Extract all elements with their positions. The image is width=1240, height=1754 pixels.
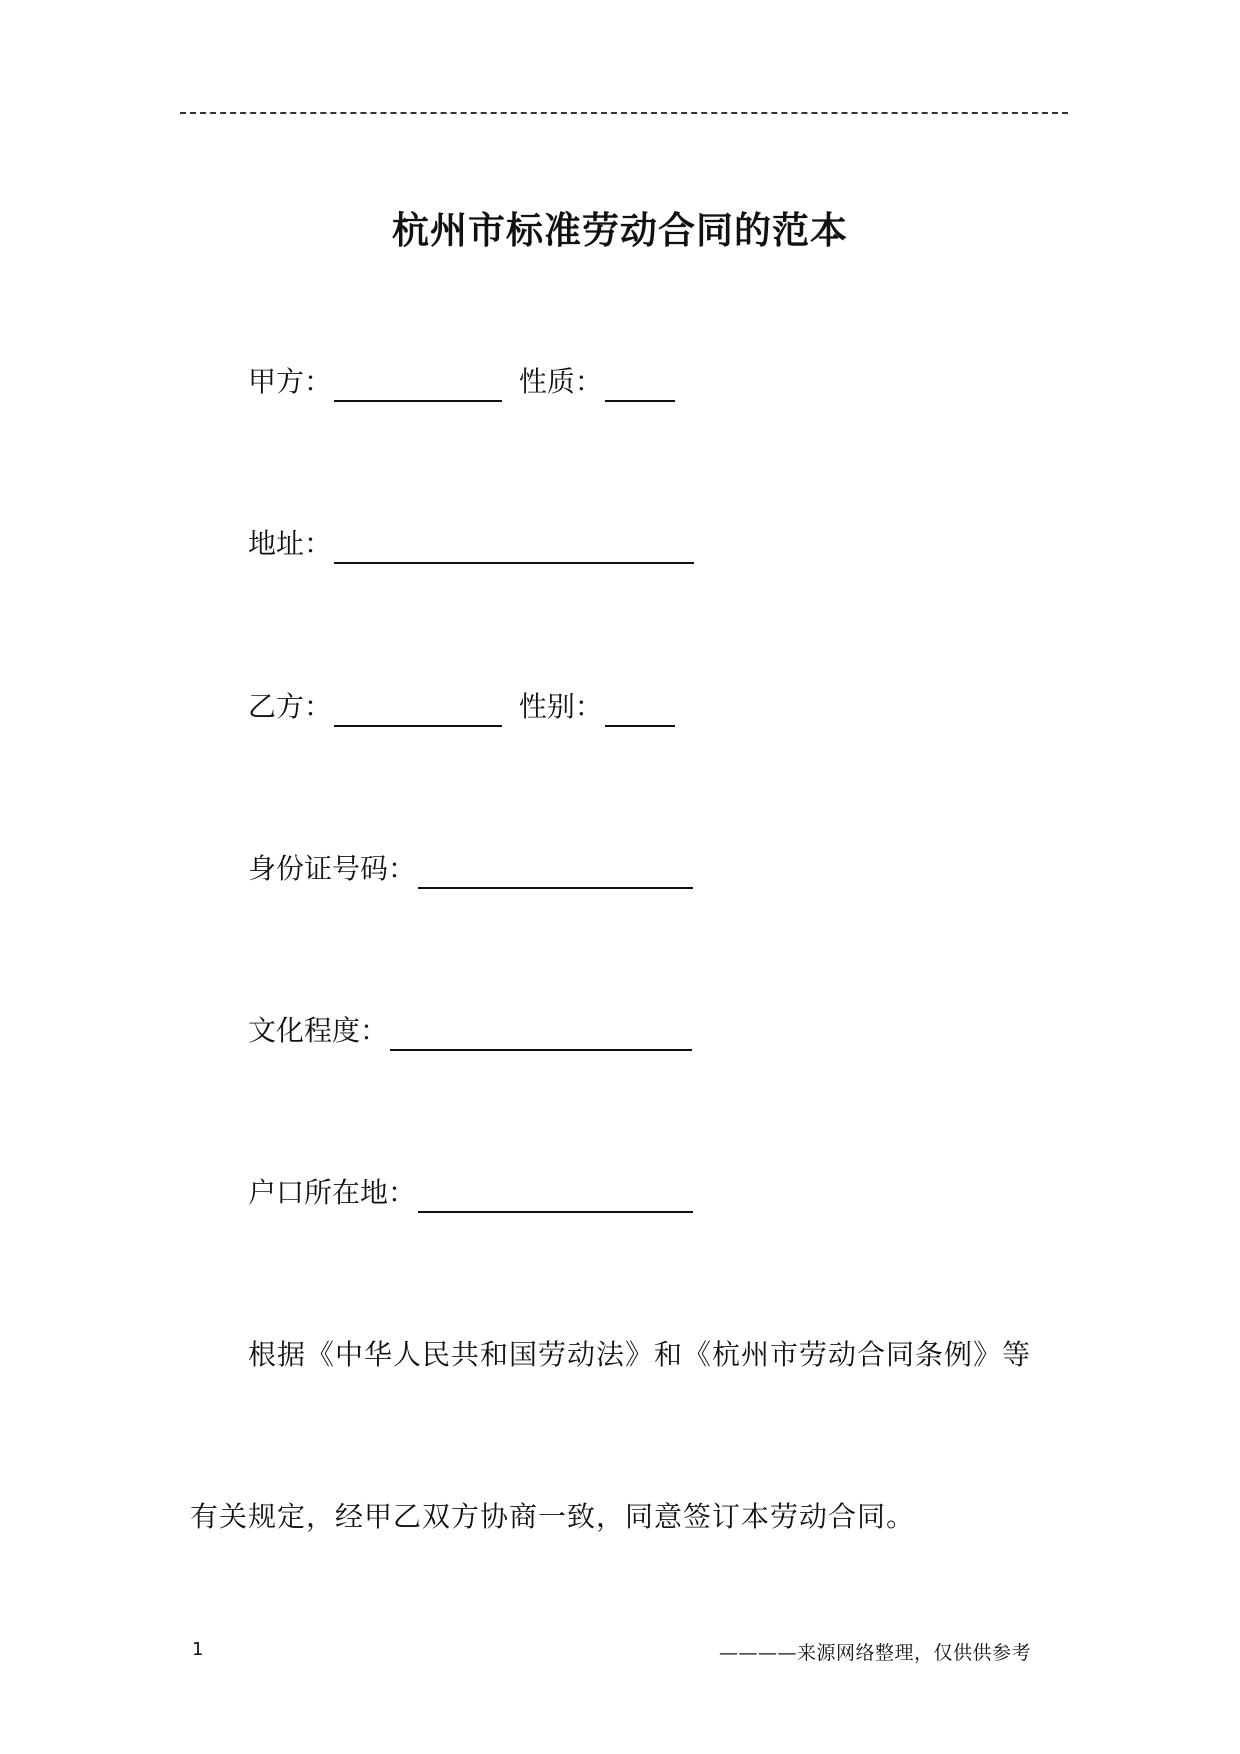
gender-label: 性别： [518, 690, 603, 723]
document-title: 杭州市标准劳动合同的范本 [392, 208, 848, 252]
nature-label: 性质： [518, 365, 603, 398]
household-label: 户口所在地： [248, 1176, 417, 1209]
party-b-blank [334, 693, 502, 727]
household-blank [418, 1179, 693, 1213]
education-label: 文化程度： [248, 1014, 389, 1047]
party-b-label: 乙方： [248, 690, 333, 723]
footer-source-note: ————来源网络整理，仅供供参考 [719, 1642, 1032, 1664]
address-blank [334, 530, 694, 564]
party-a-row [248, 362, 675, 402]
id-number-blank [418, 855, 693, 889]
id-number-row [248, 849, 693, 889]
education-row [248, 1011, 692, 1051]
page-number: 1 [192, 1639, 204, 1660]
party-a-label: 甲方： [248, 365, 333, 398]
household-row [248, 1173, 693, 1213]
paragraph-line-1: 根据《中华人民共和国劳动法》和《杭州市劳动合同条例》等 [248, 1338, 1032, 1371]
id-number-label: 身份证号码： [248, 852, 417, 885]
address-row [248, 524, 694, 564]
education-blank [390, 1017, 692, 1051]
address-label: 地址： [248, 527, 333, 560]
party-b-row [248, 687, 675, 727]
nature-blank [605, 368, 675, 402]
header-dashed-rule [180, 112, 1068, 114]
gender-blank [605, 693, 675, 727]
party-a-blank [334, 368, 502, 402]
paragraph-line-2: 有关规定，经甲乙双方协商一致，同意签订本劳动合同。 [190, 1500, 916, 1533]
